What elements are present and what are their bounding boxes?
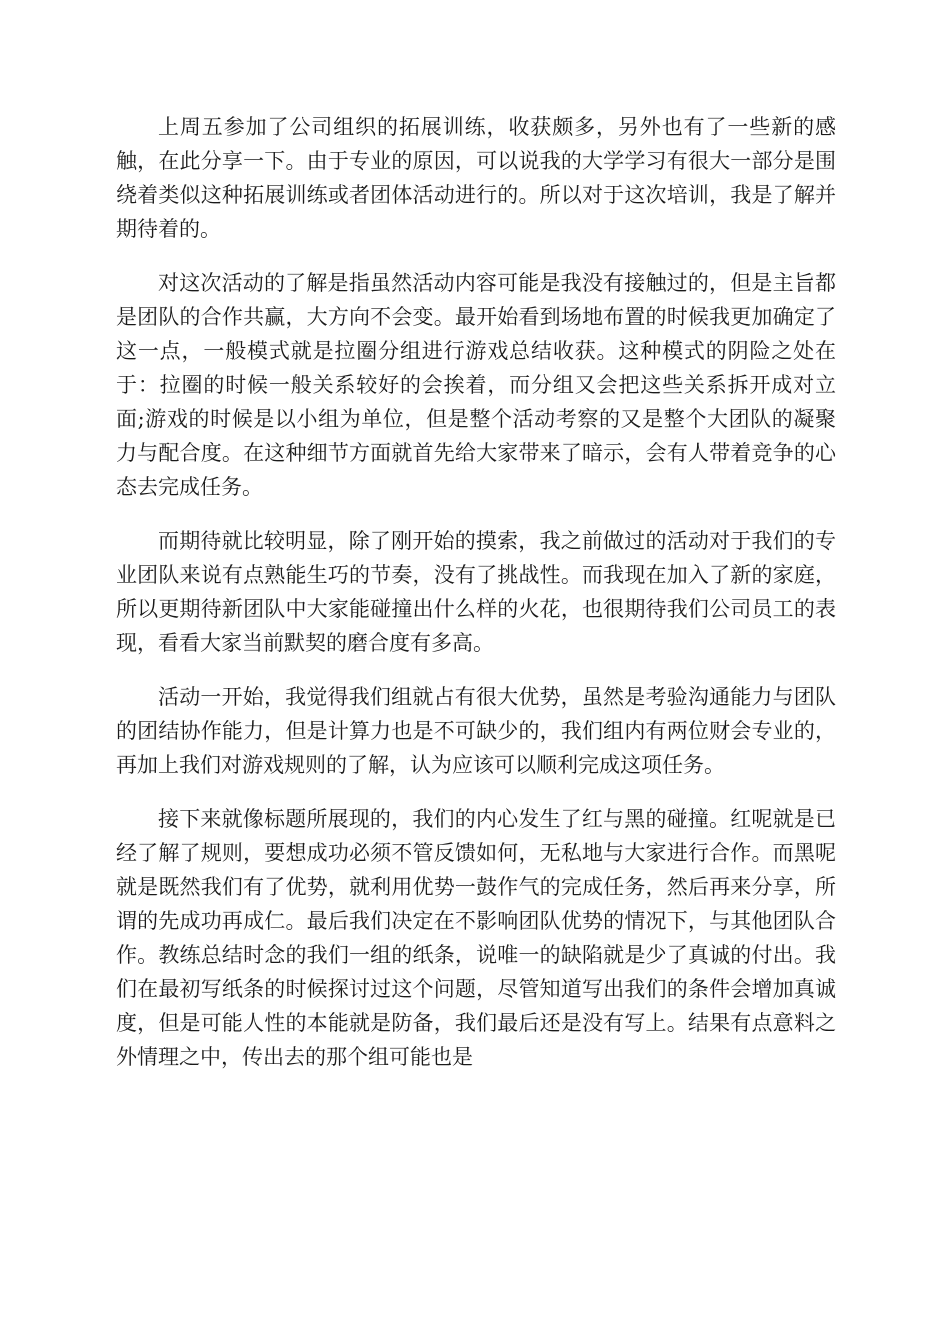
paragraph-3: 而期待就比较明显，除了刚开始的摸索，我之前做过的活动对于我们的专业团队来说有点熟能生巧的节奏，没有了挑战性。而我现在加入了新的家庭，所以更期待新团队中大家能碰撞出什么样的火花，也很期待我们公司员工的表现，看看大家当前默契的磨合度有多高。 (116, 529, 836, 655)
paragraph-1: 上周五参加了公司组织的拓展训练，收获颇多，另外也有了一些新的感触，在此分享一下。由于专业的原因，可以说我的大学学习有很大一部分是围绕着类似这种拓展训练或者团体活动进行的。所以对于这次培训，我是了解并期待着的。 (116, 115, 836, 241)
paragraph-5: 接下来就像标题所展现的，我们的内心发生了红与黑的碰撞。红呢就是已经了解了规则，要想成功必须不管反馈如何，无私地与大家进行合作。而黑呢就是既然我们有了优势，就利用优势一鼓作气的完成任务，然后再来分享，所谓的先成功再成仁。最后我们决定在不影响团队优势的情况下，与其他团队合作。教练总结时念的我们一组的纸条，说唯一的缺陷就是少了真诚的付出。我们在最初写纸条的时候探讨过这个问题，尽管知道写出我们的条件会增加真诚度，但是可能人性的本能就是防备，我们最后还是没有写上。结果有点意料之外情理之中，传出去的那个组可能也是 (116, 807, 836, 1069)
paragraph-2: 对这次活动的了解是指虽然活动内容可能是我没有接触过的，但是主旨都是团队的合作共赢，大方向不会变。最开始看到场地布置的时候我更加确定了这一点，一般模式就是拉圈分组进行游戏总结收获。这种模式的阴险之处在于：拉圈的时候一般关系较好的会挨着，而分组又会把这些关系拆开成对立面;游戏的时候是以小组为单位，但是整个活动考察的又是整个大团队的凝聚力与配合度。在这种细节方面就首先给大家带来了暗示，会有人带着竞争的心态去完成任务。 (116, 271, 836, 499)
document-body (116, 110, 836, 1074)
paragraph-4: 活动一开始，我觉得我们组就占有很大优势，虽然是考验沟通能力与团队的团结协作能力，但是计算力也是不可缺少的，我们组内有两位财会专业的，再加上我们对游戏规则的了解，认为应该可以顺利完成这项任务。 (116, 685, 836, 777)
